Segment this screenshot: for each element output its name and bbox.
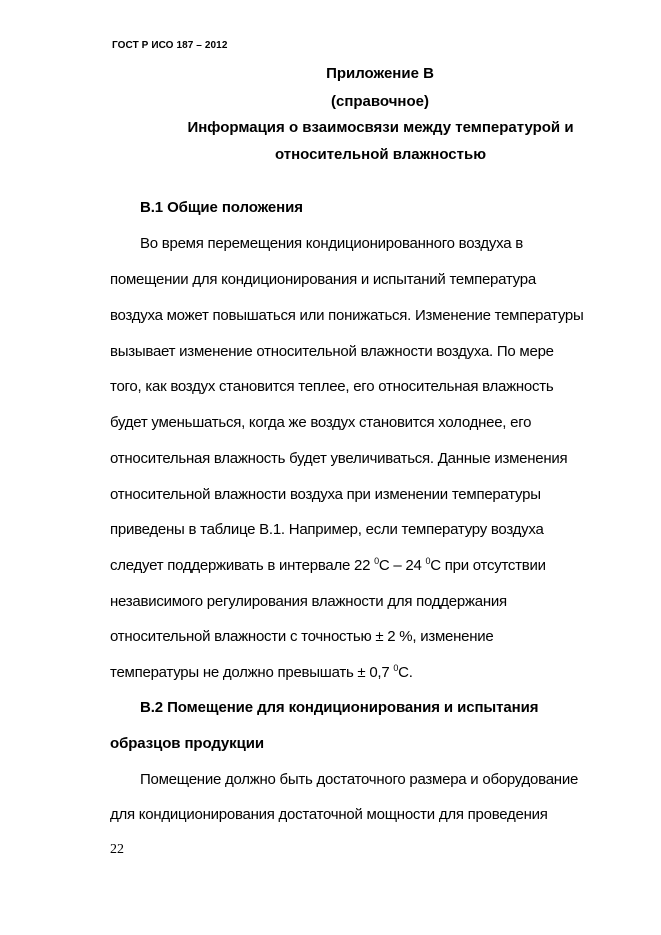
paragraph-line: того, как воздух становится теплее, его относительная влажность <box>110 378 554 395</box>
paragraph-line: независимого регулирования влажности для поддержания <box>110 593 507 610</box>
section-1-title: В.1 Общие положения <box>140 199 303 216</box>
text-run: С при отсутствии <box>430 557 546 574</box>
appendix-heading-line-1: Информация о взаимосвязи между температурой и <box>187 119 574 136</box>
paragraph-line: вызывает изменение относительной влажности воздуха. По мере <box>110 343 554 360</box>
appendix-heading-line-2: относительной влажностью <box>274 146 487 163</box>
superscript-degree: 0 <box>393 663 399 673</box>
paragraph-line: Помещение должно быть достаточного размера и оборудование <box>140 771 579 788</box>
section-2-title-line-1: В.2 Помещение для кондиционирования и испытания <box>140 699 539 716</box>
section-2-title-line-2: образцов продукции <box>110 735 264 752</box>
standard-header: ГОСТ Р ИСО 187 – 2012 <box>112 40 228 51</box>
page-number: 22 <box>110 842 124 857</box>
paragraph-line: приведены в таблице В.1. Например, если температуру воздуха <box>110 521 544 538</box>
appendix-kind: (справочное) <box>331 93 429 110</box>
paragraph-line: помещении для кондиционирования и испытаний температура <box>110 271 536 288</box>
paragraph-line: относительной влажности с точностью ± 2 %, изменение <box>110 628 494 645</box>
paragraph-line <box>110 664 413 681</box>
paragraph-line: будет уменьшаться, когда же воздух становится холоднее, его <box>110 414 532 431</box>
text-run: следует поддерживать в интервале 22 <box>110 557 375 574</box>
paragraph-line: относительная влажность будет увеличиваться. Данные изменения <box>110 450 568 467</box>
appendix-title: Приложение В <box>326 65 434 82</box>
paragraph-line <box>110 557 546 574</box>
paragraph-line: воздуха может повышаться или понижаться. Изменение температуры <box>110 307 584 324</box>
text-run: С. <box>398 664 413 681</box>
paragraph-line: для кондиционирования достаточной мощности для проведения <box>110 806 548 823</box>
superscript-degree: 0 <box>374 556 379 566</box>
paragraph-line: относительной влажности воздуха при изменении температуры <box>110 486 541 503</box>
paragraph-line: Во время перемещения кондиционированного воздуха в <box>140 235 523 252</box>
text-run: температуры не должно превышать ± 0,7 <box>110 664 394 681</box>
superscript-degree: 0 <box>425 556 431 566</box>
text-run: С – 24 <box>378 557 426 574</box>
